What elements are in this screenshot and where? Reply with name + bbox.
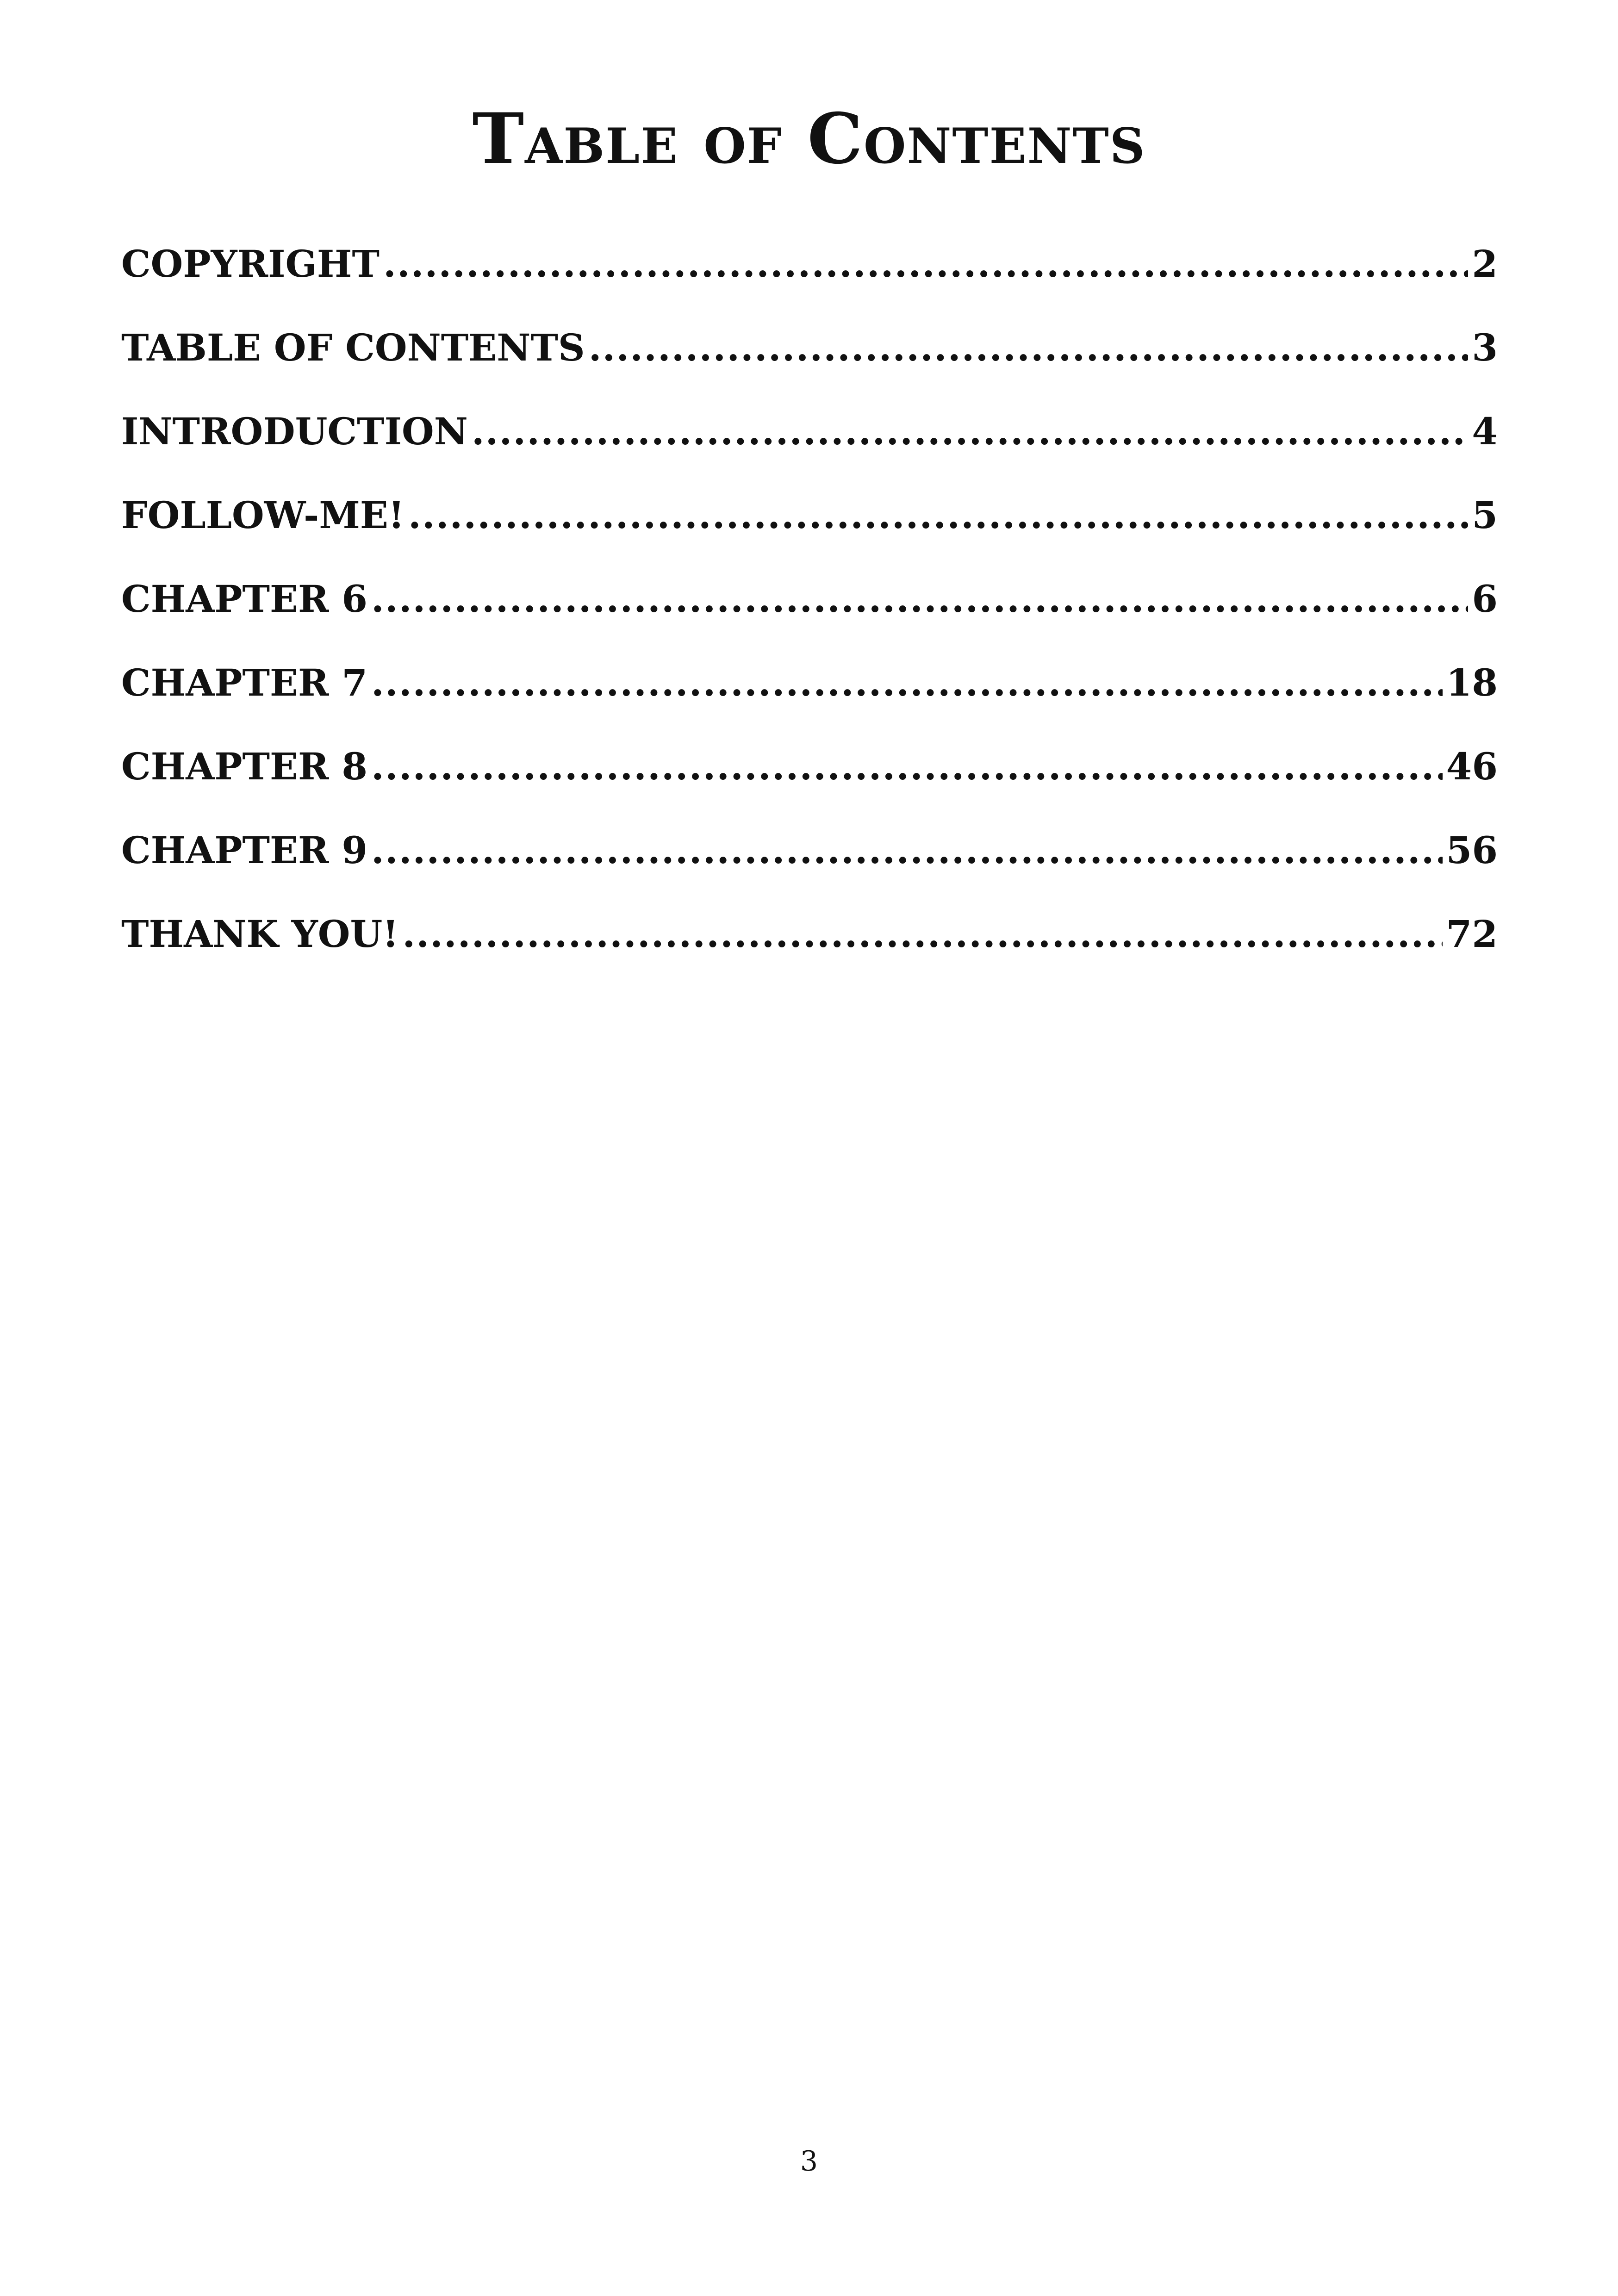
page-title: Table of Contents — [472, 98, 1146, 180]
dot-leader — [371, 739, 1443, 794]
toc-entry-page: 3 — [1472, 326, 1498, 369]
dot-leader — [402, 906, 1442, 962]
toc-entry-introduction[interactable] — [121, 404, 1498, 487]
toc-entry-page: 6 — [1472, 577, 1498, 621]
toc-entry-table-of-contents[interactable] — [121, 320, 1498, 404]
dot-leader — [371, 822, 1443, 878]
toc-entry-label: COPYRIGHT — [121, 242, 380, 286]
dot-leader — [371, 655, 1443, 710]
toc-entry-label: THANK YOU! — [121, 912, 399, 956]
toc-entry-chapter-8[interactable] — [121, 739, 1498, 822]
dot-leader — [589, 320, 1469, 375]
dot-leader — [371, 571, 1468, 627]
toc-entry-page: 56 — [1446, 828, 1498, 872]
toc-entry-label: CHAPTER 6 — [121, 577, 367, 621]
page-number: 3 — [800, 2145, 818, 2178]
toc-entry-label: CHAPTER 9 — [121, 828, 367, 872]
toc-entry-page: 4 — [1472, 410, 1498, 453]
toc-entry-page: 18 — [1446, 661, 1498, 704]
toc-entry-label: FOLLOW-ME! — [121, 493, 404, 537]
toc-list — [121, 236, 1498, 990]
toc-entry-chapter-7[interactable] — [121, 655, 1498, 739]
toc-entry-page: 72 — [1446, 912, 1498, 956]
dot-leader — [408, 487, 1468, 543]
toc-entry-label: INTRODUCTION — [121, 410, 468, 453]
toc-entry-label: TABLE OF CONTENTS — [121, 326, 585, 369]
toc-entry-copyright[interactable] — [121, 236, 1498, 320]
toc-entry-chapter-9[interactable] — [121, 822, 1498, 906]
toc-entry-page: 2 — [1472, 242, 1498, 286]
toc-entry-label: CHAPTER 8 — [121, 745, 367, 788]
toc-entry-page: 5 — [1472, 493, 1498, 537]
toc-entry-chapter-6[interactable] — [121, 571, 1498, 655]
toc-entry-follow-me[interactable] — [121, 487, 1498, 571]
dot-leader — [383, 236, 1468, 292]
toc-entry-page: 46 — [1446, 745, 1498, 788]
dot-leader — [472, 404, 1469, 459]
toc-entry-thank-you[interactable] — [121, 906, 1498, 990]
toc-entry-label: CHAPTER 7 — [121, 661, 367, 704]
